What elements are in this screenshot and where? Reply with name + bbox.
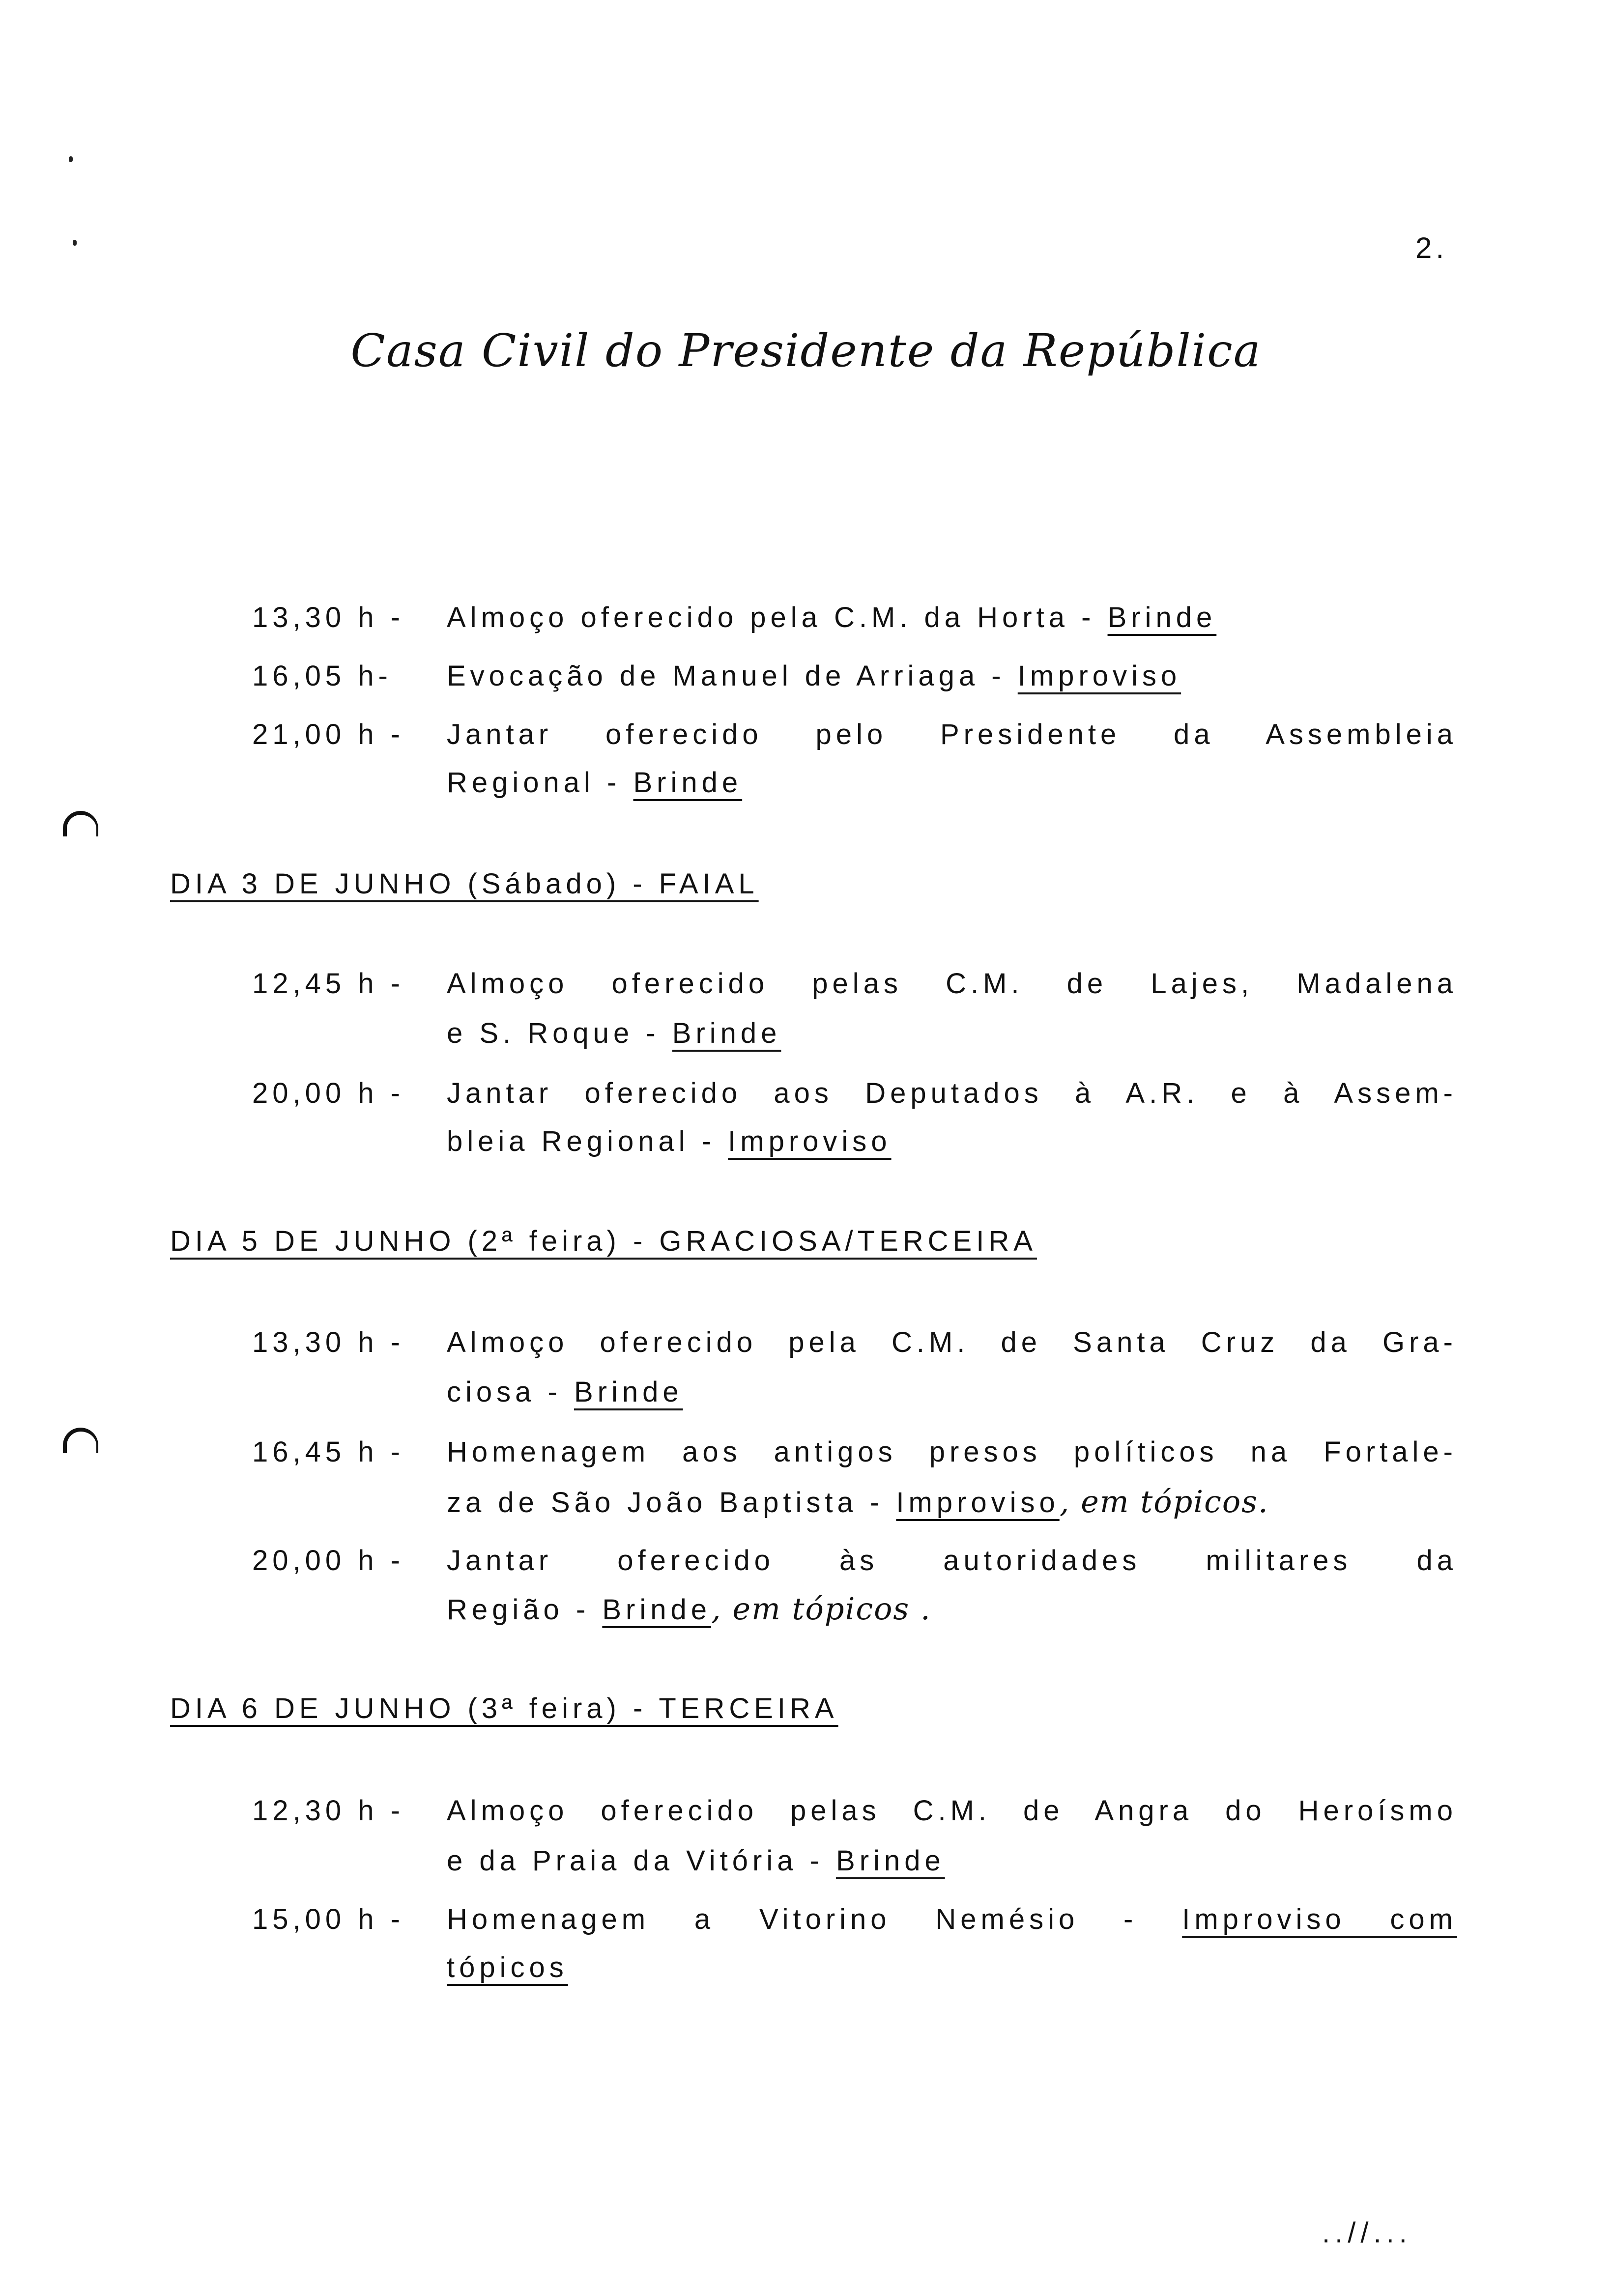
entry-text (447, 1844, 945, 1878)
entry-description: Almoço oferecido pelas C.M. de Angra do Heroísmo (447, 1795, 1457, 1827)
entry-text (447, 1016, 781, 1051)
entry-tag: Brinde (672, 1017, 781, 1049)
entry-tag: Brinde (633, 767, 743, 799)
entry-description: Homenagem aos antigos presos políticos na Fortale- (447, 1436, 1457, 1468)
scan-speck (73, 240, 77, 246)
entry-description-cont: e S. Roque - (447, 1017, 660, 1049)
entry-text (447, 1951, 568, 1985)
entry-tag: Improviso (728, 1125, 892, 1157)
entry-tag: Improviso (896, 1487, 1060, 1519)
entry-description: Almoço oferecido pela C.M. da Horta - (447, 602, 1095, 633)
entry-text (447, 1902, 1457, 1937)
entry-tag: Brinde (574, 1376, 683, 1408)
entry-description: Evocação de Manuel de Arriaga - (447, 660, 1006, 692)
entry-tag-cont: tópicos (447, 1952, 568, 1983)
entry-description: Almoço oferecido pela C.M. de Santa Cruz da Gra- (447, 1326, 1457, 1358)
entry-time: 21,00 h - (252, 718, 404, 750)
day-heading: DIA 6 DE JUNHO (3ª feira) - TERCEIRA (170, 1693, 838, 1724)
continuation-mark: ..//... (1322, 2217, 1412, 2249)
handwritten-annotation: , em tópicos . (711, 1591, 931, 1627)
entry-description-cont: ciosa - (447, 1376, 562, 1408)
entry-text (447, 1375, 683, 1409)
entry-time: 15,00 h - (252, 1903, 404, 1935)
entry-time: 13,30 h - (252, 602, 404, 633)
scan-speck (69, 156, 73, 162)
entry-time: 12,30 h - (252, 1795, 404, 1827)
entry-description: Almoço oferecido pelas C.M. de Lajes, Madalena (447, 968, 1457, 1000)
entry-tag: Brinde (836, 1845, 945, 1877)
entry-time: 20,00 h - (252, 1077, 404, 1109)
entry-description-cont: za de São João Baptista - (447, 1487, 884, 1519)
entry-text (447, 1485, 1269, 1520)
entry-time: 12,45 h - (252, 968, 404, 1000)
entry-time: 16,45 h - (252, 1436, 404, 1468)
page-number: 2. (1415, 231, 1448, 264)
letterhead: Casa Civil do Presidente da República (350, 324, 1262, 377)
entry-description-cont: e da Praia da Vitória - (447, 1845, 824, 1877)
entry-description: Jantar oferecido pelo Presidente da Assembleia (447, 718, 1457, 750)
entry-description-cont: Regional - (447, 767, 621, 799)
entry-tag: Improviso (1017, 660, 1181, 692)
entry-description: Jantar oferecido às autoridades militares da (447, 1545, 1457, 1577)
entry-text (447, 1124, 892, 1159)
day-heading: DIA 5 DE JUNHO (2ª feira) - GRACIOSA/TERCEIRA (170, 1225, 1037, 1257)
punch-hole-mark (63, 1428, 98, 1453)
entry-time: 16,05 h- (252, 660, 392, 692)
entry-tag: Brinde (602, 1594, 712, 1626)
entry-text (447, 766, 742, 800)
entry-description: Jantar oferecido aos Deputados à A.R. e à Assem- (447, 1077, 1457, 1109)
entry-description-cont: bleia Regional - (447, 1125, 716, 1157)
entry-tag: Brinde (1107, 602, 1217, 633)
punch-hole-mark (63, 811, 98, 836)
entry-text (447, 1592, 931, 1627)
entry-text (447, 601, 1216, 635)
entry-text (447, 659, 1181, 693)
day-heading: DIA 3 DE JUNHO (Sábado) - FAIAL (170, 868, 759, 900)
entry-tag: Improviso com (1182, 1903, 1457, 1935)
handwritten-annotation: , em tópicos. (1059, 1484, 1269, 1520)
entry-time: 13,30 h - (252, 1326, 404, 1358)
entry-description-cont: Região - (447, 1594, 590, 1626)
entry-description: Homenagem a Vitorino Nemésio - (447, 1903, 1138, 1935)
entry-time: 20,00 h - (252, 1545, 404, 1577)
